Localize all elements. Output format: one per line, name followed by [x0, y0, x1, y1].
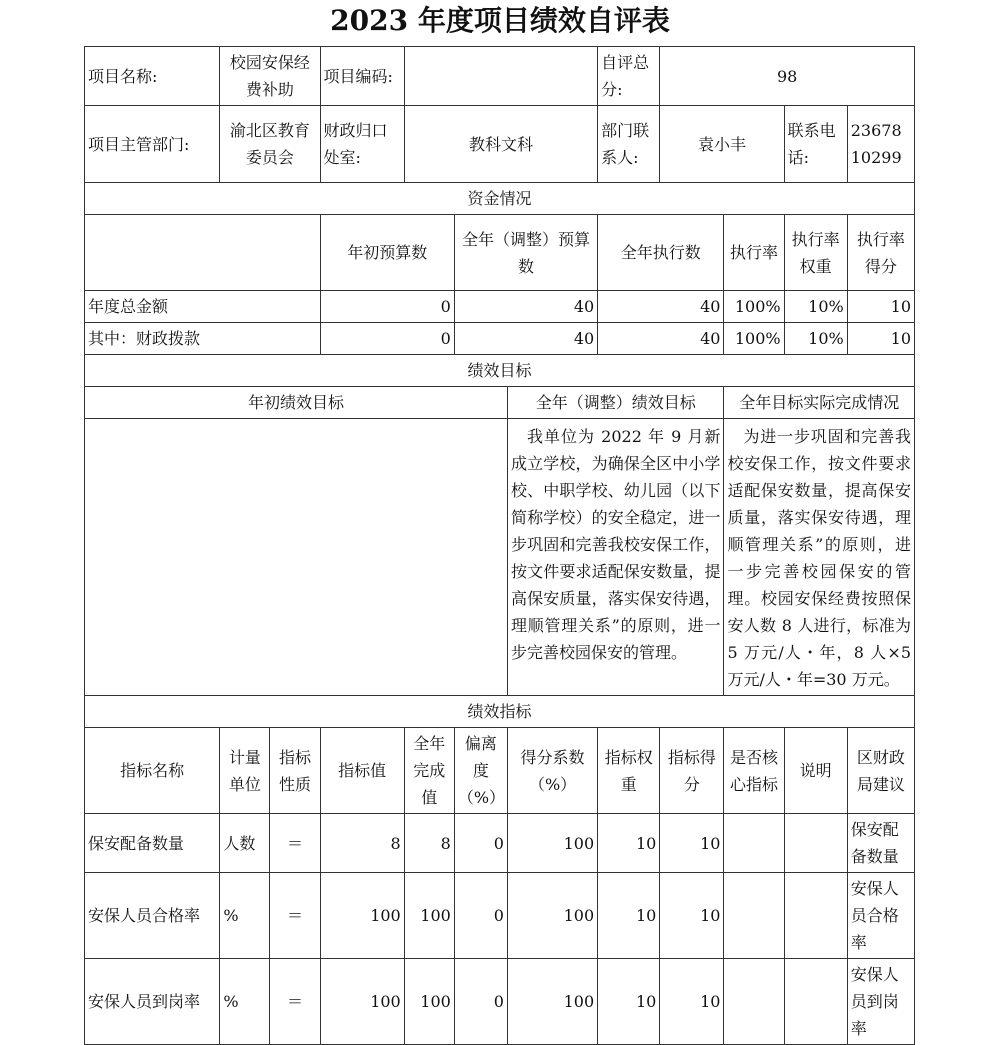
- project-info-row-1: [85, 47, 915, 106]
- indicators-header-row: [85, 728, 915, 814]
- project-name-value: 校园安保经费补助: [220, 47, 320, 106]
- self-score-label: 自评总分:: [598, 47, 660, 106]
- indicator-header-unit: 计量单位: [220, 728, 270, 814]
- indicator-row: [85, 814, 915, 873]
- indicator-unit: %: [220, 873, 270, 959]
- indicator-actual: 100: [404, 873, 454, 959]
- funds-header-adjusted: 全年（调整）预算数: [454, 215, 597, 291]
- indicator-unit: %: [220, 959, 270, 1045]
- indicator-weight: 10: [598, 959, 660, 1045]
- page-title: 2023 年度项目绩效自评表: [330, 4, 670, 37]
- funds-executed-value: 40: [598, 323, 724, 355]
- indicator-suggestion: 安保人员到岗率: [847, 959, 914, 1045]
- funds-weight-value: 10%: [784, 323, 847, 355]
- office-label: 财政归口处室:: [320, 106, 404, 183]
- indicator-nature: ＝: [270, 959, 320, 1045]
- office-value: 教科文科: [404, 106, 597, 183]
- indicator-score: 10: [660, 959, 724, 1045]
- indicator-weight: 10: [598, 814, 660, 873]
- indicator-suggestion: 保安配备数量: [847, 814, 914, 873]
- indicator-suggestion: 安保人员合格率: [847, 873, 914, 959]
- goals-actual-text: 为进一步巩固和完善我校安保工作，按文件要求适配保安数量，提高保安质量，落实保安待遇，理顺管理关系”的原则，进一步完善校园保安的管理。校园安保经费按照保安人数 8 人进行，标准为 5 万元/人・年，8 人×5 万元/人・年=30 万元。: [724, 419, 915, 696]
- indicator-actual: 100: [404, 959, 454, 1045]
- funds-section-title: 资金情况: [85, 183, 915, 215]
- funds-row-fiscal: [85, 323, 915, 355]
- indicator-name: 保安配备数量: [85, 814, 220, 873]
- project-code-value: [404, 47, 597, 106]
- project-info-row-2: [85, 106, 915, 183]
- indicator-header-actual: 全年完成值: [404, 728, 454, 814]
- funds-section-row: [85, 183, 915, 215]
- indicator-coefficient: 100: [507, 873, 597, 959]
- funds-adjusted-value: 40: [454, 323, 597, 355]
- indicator-core: [724, 814, 784, 873]
- indicators-section-title: 绩效指标: [85, 696, 915, 728]
- indicator-target: 100: [320, 873, 404, 959]
- goals-initial-text: [85, 419, 508, 696]
- funds-score-value: 10: [847, 291, 914, 323]
- indicator-header-name: 指标名称: [85, 728, 220, 814]
- indicator-score: 10: [660, 814, 724, 873]
- indicator-coefficient: 100: [507, 959, 597, 1045]
- goals-section-row: [85, 355, 915, 387]
- goals-section-title: 绩效目标: [85, 355, 915, 387]
- indicator-note: [784, 959, 847, 1045]
- goals-header-initial: 年初绩效目标: [85, 387, 508, 419]
- indicator-score: 10: [660, 873, 724, 959]
- indicator-header-weight: 指标权重: [598, 728, 660, 814]
- goals-header-actual: 全年目标实际完成情况: [724, 387, 915, 419]
- goals-header-adjusted: 全年（调整）绩效目标: [507, 387, 724, 419]
- contact-label: 部门联系人:: [598, 106, 660, 183]
- funds-row-total: [85, 291, 915, 323]
- indicator-target: 100: [320, 959, 404, 1045]
- funds-header-blank: [85, 215, 321, 291]
- indicator-name: 安保人员合格率: [85, 873, 220, 959]
- indicator-note: [784, 873, 847, 959]
- indicator-deviation: 0: [454, 959, 507, 1045]
- funds-header-executed: 全年执行数: [598, 215, 724, 291]
- indicator-core: [724, 959, 784, 1045]
- indicator-header-core: 是否核心指标: [724, 728, 784, 814]
- indicator-weight: 10: [598, 873, 660, 959]
- project-code-label: 项目编码:: [320, 47, 404, 106]
- funds-header-weight: 执行率权重: [784, 215, 847, 291]
- goals-header-row: [85, 387, 915, 419]
- indicator-header-coefficient: 得分系数（%）: [507, 728, 597, 814]
- phone-label: 联系电话:: [784, 106, 847, 183]
- contact-value: 袁小丰: [660, 106, 784, 183]
- funds-executed-value: 40: [598, 291, 724, 323]
- funds-weight-value: 10%: [784, 291, 847, 323]
- funds-initial-value: 0: [320, 291, 454, 323]
- indicator-header-target: 指标值: [320, 728, 404, 814]
- phone-value: 2367810299: [847, 106, 914, 183]
- indicator-header-score: 指标得分: [660, 728, 724, 814]
- funds-row-label: 年度总金额: [85, 291, 321, 323]
- indicator-actual: 8: [404, 814, 454, 873]
- indicator-core: [724, 873, 784, 959]
- indicator-deviation: 0: [454, 873, 507, 959]
- indicator-name: 安保人员到岗率: [85, 959, 220, 1045]
- funds-header-initial: 年初预算数: [320, 215, 454, 291]
- indicator-header-suggestion: 区财政局建议: [847, 728, 914, 814]
- funds-rate-value: 100%: [724, 323, 784, 355]
- indicator-coefficient: 100: [507, 814, 597, 873]
- indicator-unit: 人数: [220, 814, 270, 873]
- funds-row-label: 其中：财政拨款: [85, 323, 321, 355]
- funds-header-row: [85, 215, 915, 291]
- indicator-header-nature: 指标性质: [270, 728, 320, 814]
- indicator-row: [85, 873, 915, 959]
- indicator-nature: ＝: [270, 814, 320, 873]
- performance-evaluation-table: [84, 46, 915, 1045]
- funds-rate-value: 100%: [724, 291, 784, 323]
- goals-adjusted-text: 我单位为 2022 年 9 月新成立学校，为确保全区中小学校、中职学校、幼儿园（以下简称学校）的安全稳定，进一步巩固和完善我校安保工作，按文件要求适配保安数量，提高保安质量，落实保安待遇，理顺管理关系”的原则，进一步完善校园保安的管理。: [507, 419, 724, 696]
- funds-adjusted-value: 40: [454, 291, 597, 323]
- indicator-deviation: 0: [454, 814, 507, 873]
- indicator-target: 8: [320, 814, 404, 873]
- funds-header-score: 执行率得分: [847, 215, 914, 291]
- indicators-section-row: [85, 696, 915, 728]
- project-name-label: 项目名称:: [85, 47, 220, 106]
- funds-header-rate: 执行率: [724, 215, 784, 291]
- funds-initial-value: 0: [320, 323, 454, 355]
- goals-content-row: [85, 419, 915, 696]
- indicator-header-note: 说明: [784, 728, 847, 814]
- indicator-nature: ＝: [270, 873, 320, 959]
- indicator-row: [85, 959, 915, 1045]
- dept-value: 渝北区教育委员会: [220, 106, 320, 183]
- self-score-value: 98: [660, 47, 915, 106]
- indicator-note: [784, 814, 847, 873]
- dept-label: 项目主管部门:: [85, 106, 220, 183]
- funds-score-value: 10: [847, 323, 914, 355]
- indicator-header-deviation: 偏离度（%）: [454, 728, 507, 814]
